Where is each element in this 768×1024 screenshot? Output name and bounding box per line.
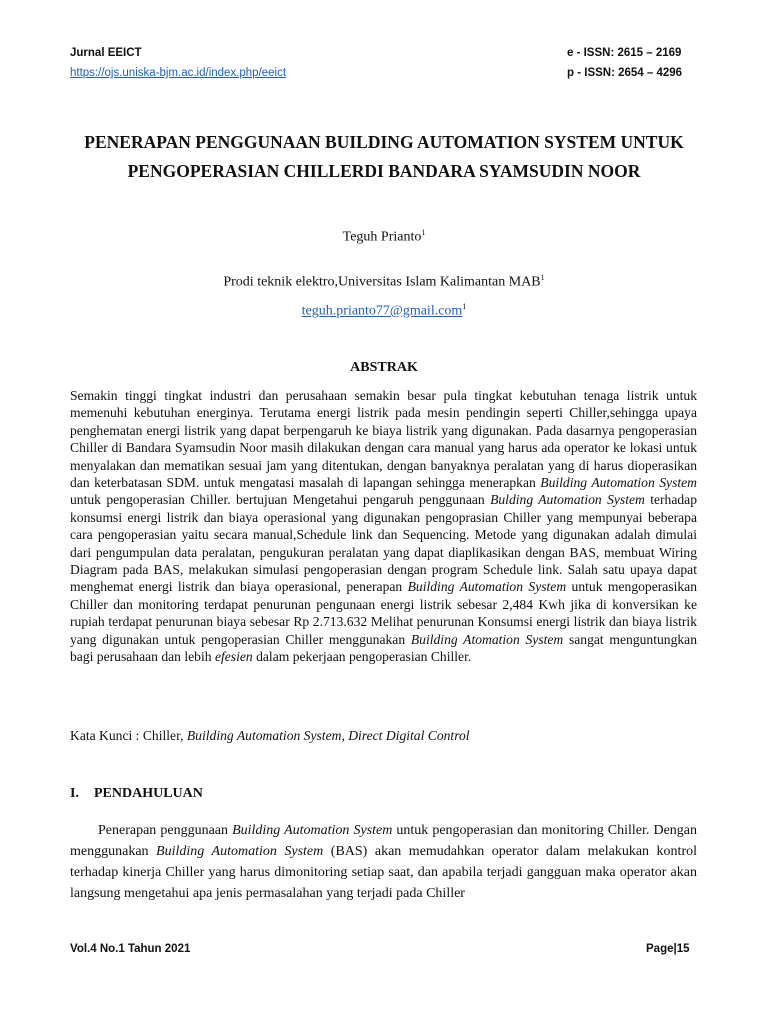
title-line-1: PENERAPAN PENGGUNAAN BUILDING AUTOMATION SYSTEM UNTUK xyxy=(84,132,684,152)
abstract-body xyxy=(70,387,697,666)
keyword-separator: , xyxy=(341,728,349,743)
paper-title xyxy=(40,128,728,186)
body-text: Penerapan penggunaan xyxy=(98,823,233,838)
affiliation: Prodi teknik elektro,Universitas Islam Kalimantan MAB xyxy=(223,274,541,290)
affiliation-sup: 1 xyxy=(540,273,545,282)
author-line xyxy=(40,228,728,246)
email-sup: 1 xyxy=(462,302,467,311)
introduction-paragraph xyxy=(70,820,697,904)
pissn: p - ISSN: 2654 – 4296 xyxy=(567,67,683,79)
abstract-heading: ABSTRAK xyxy=(350,360,418,375)
abstract-text: terhadap konsumsi energi listrik dan biaya operasional yang digunakan pengoprasian Chiller yang mempunyai beberapa cara pengoperasian yaitu secara manual,Schedule link dan Sequencing. Metode yang digunakan adalah dimulai dari pengumpulan data peralatan, pengukuran peralatan yang dapat diaplikasikan dengan BAS, membuat Wiring Diagram pada BAS, melakukan simulasi pengoperasian dengan program Schedule link. Salah satu upaya dapat menghemat energi listrik dan biaya operasional, penerapan xyxy=(70,492,698,595)
abstract-italic: Building Automation System xyxy=(407,579,567,595)
affiliation-line xyxy=(40,273,728,291)
section-number: I. xyxy=(70,786,79,801)
section-title: PENDAHULUAN xyxy=(94,786,203,801)
keywords xyxy=(70,728,470,744)
title-line-2: PENGOPERASIAN CHILLERDI BANDARA SYAMSUDIN NOOR xyxy=(127,161,641,181)
author-sup: 1 xyxy=(421,228,426,237)
body-italic: Building Automation System xyxy=(156,844,324,859)
journal-url-link[interactable]: https://ojs.uniska-bjm.ac.id/index.php/eeict xyxy=(70,67,287,79)
email-line xyxy=(40,302,728,320)
abstract-text: untuk pengoperasian Chiller. bertujuan Mengetahui pengaruh penggunaan xyxy=(70,492,491,508)
body-text: (BAS) akan memudahkan operator dalam melakukan kontrol terhadap kinerja Chiller yang harus dimonitoring setiap saat, dan apabila terjadi gangguan maka operator akan langsung mengetahui apa jenis permasalahan yang terjadi pada Chiller xyxy=(70,844,697,901)
footer-page-number: Page|15 xyxy=(646,943,690,955)
journal-name: Jurnal EEICT xyxy=(70,47,142,59)
keyword: Direct Digital Control xyxy=(348,728,470,743)
author-name: Teguh Prianto xyxy=(342,229,422,245)
keywords-label: Kata Kunci : Chiller, xyxy=(70,728,187,743)
keyword: Building Automation System xyxy=(186,728,342,743)
abstract-text: sangat menguntungkan bagi perusahaan dan lebih xyxy=(70,631,698,665)
abstract-italic: Bulding Automation System xyxy=(490,492,645,508)
abstract-text: dalam pekerjaan pengoperasian Chiller. xyxy=(252,649,472,665)
body-text: untuk pengoperasian dan monitoring Chiller. Dengan menggunakan xyxy=(70,823,697,859)
abstract-italic: Building Atomation System xyxy=(410,631,564,647)
eissn: e - ISSN: 2615 – 2169 xyxy=(567,47,682,59)
section-heading xyxy=(70,786,203,802)
footer-volume: Vol.4 No.1 Tahun 2021 xyxy=(70,943,191,955)
author-email-link[interactable]: teguh.prianto77@gmail.com xyxy=(301,303,463,319)
abstract-italic: efesien xyxy=(214,649,253,665)
abstract-italic: Building Automation System xyxy=(540,475,697,491)
running-header-left xyxy=(70,43,286,83)
running-header-right xyxy=(567,43,682,83)
body-italic: Building Automation System xyxy=(232,823,393,838)
abstract-text: untuk mengoperasikan Chiller dan monitoring terdapat penurunan pengunaan energi listrik sebesar 2,484 Kwh jika di konversikan ke rupiah terdapat penurunan biaya sebesar Rp 2.713.632 Melihat penurunan Konsumsi energi listrik dan biaya listrik yang digunakan untuk pengoperasian Chiller menggunakan xyxy=(70,579,697,647)
abstract-text: Semakin tinggi tingkat industri dan perusahaan semakin besar pula tingkat kebutuhan tenaga listrik untuk memenuhi kebutuhan energinya. Terutama energi listrik pada mesin pendingin seperti Chiller,sehingga upaya penghematan energi listrik yang dapat berpengaruh ke biaya listrik yang digunakan. Pada dasarnya pengoperasian Chiller di Bandara Syamsudin Noor masih dilakukan dengan cara manual yang harus ada operator ke lokasi untuk menyalakan dan mematikan sesuai jam yang ditentukan, dengan banyaknya peralatan yang di harus dioperasikan dan keterbatasan SDM. untuk mengatasi masalah di lapangan sehingga menerapkan xyxy=(70,388,697,491)
